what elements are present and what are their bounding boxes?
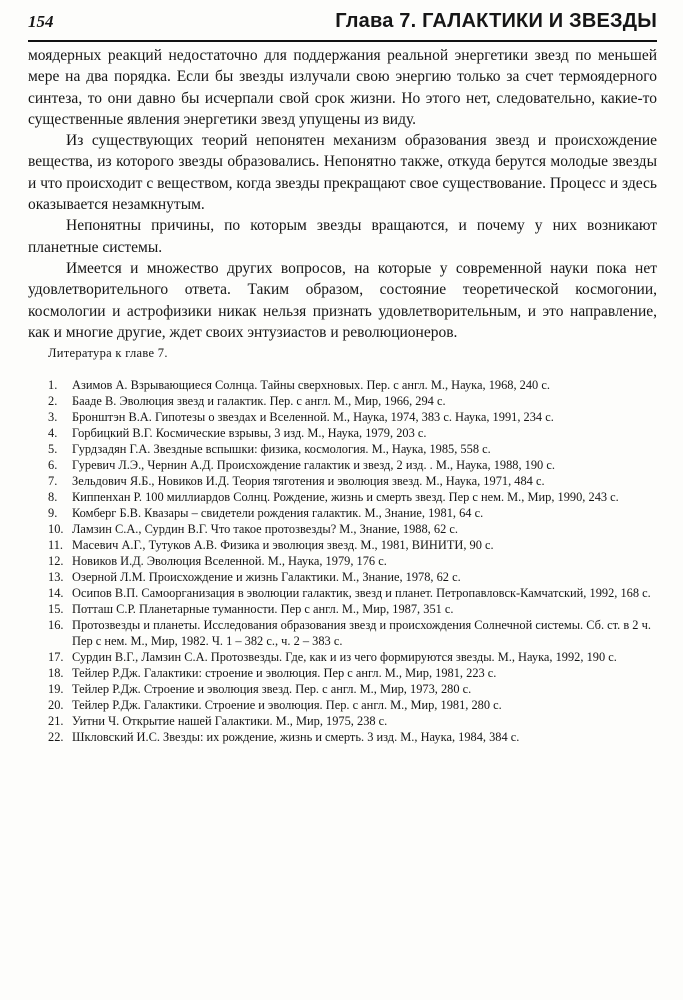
reference-text: Потташ С.Р. Планетарные туманности. Пер с англ. М., Мир, 1987, 351 с. [72,602,454,616]
reference-text: Осипов В.П. Самоорганизация в эволюции галактик, звезд и планет. Петропавловск-Камчатский, 1992, 168 с. [72,586,651,600]
paragraph: Имеется и множество других вопросов, на которые у современной науки пока нет удовлетворительного ответа. Таким образом, состояние теоретической космогонии, космологии и астрофизики никак нельзя признать удовлетворительным, и это направление, как и многие другие, ждет своих энтузиастов и революционеров. [28,259,657,341]
references-title: Литература к главе 7. [48,346,168,360]
reference-item [48,617,657,649]
reference-item [48,713,657,729]
reference-text: Бронштэн В.А. Гипотезы о звездах и Вселенной. М., Наука, 1974, 383 с. Наука, 1991, 234 с. [72,410,554,424]
reference-item [48,377,657,393]
reference-text: Тейлер Р.Дж. Строение и эволюция звезд. Пер. с англ. М., Мир, 1973, 280 с. [72,682,472,696]
reference-number: 2. [48,394,58,408]
reference-item [48,393,657,409]
reference-text: Тейлер Р.Дж. Галактики: строение и эволюция. Пер с англ. М., Мир, 1981, 223 с. [72,666,497,680]
reference-text: Уитни Ч. Открытие нашей Галактики. М., Мир, 1975, 238 с. [72,714,388,728]
reference-item [48,409,657,425]
reference-number: 15. [48,602,64,616]
reference-text: Шкловский И.С. Звезды: их рождение, жизнь и смерть. 3 изд. М., Наука, 1984, 384 с. [72,730,520,744]
reference-text: Зельдович Я.Б., Новиков И.Д. Теория тяготения и эволюция звезд. М., Наука, 1971, 484 с. [72,474,545,488]
page-number: 154 [28,12,54,31]
reference-number: 9. [48,506,58,520]
reference-number: 7. [48,474,58,488]
reference-number: 5. [48,442,58,456]
reference-text: Сурдин В.Г., Ламзин С.А. Протозвезды. Где, как и из чего формируются звезды. М., Наука, 1992, 190 с. [72,650,617,664]
reference-item [48,473,657,489]
reference-item [48,505,657,521]
body-text [28,45,657,343]
reference-number: 3. [48,410,58,424]
reference-text: Комберг Б.В. Квазары – свидетели рождения галактик. М., Знание, 1981, 64 с. [72,506,484,520]
reference-number: 20. [48,698,64,712]
reference-number: 8. [48,490,58,504]
reference-item [48,489,657,505]
reference-text: Азимов А. Взрывающиеся Солнца. Тайны сверхновых. Пер. с англ. М., Наука, 1968, 240 с. [72,378,550,392]
reference-item [48,697,657,713]
reference-text: Масевич А.Г., Тутуков А.В. Физика и эволюция звезд. М., 1981, ВИНИТИ, 90 с. [72,538,494,552]
reference-text: Протозвезды и планеты. Исследования образования звезд и происхождения Солнечной системы. Сб. ст. в 2 ч. Пер с нем. М., Мир, 1982. Ч. 1 – 382 с., ч. 2 – 383 с. [72,618,651,648]
reference-item [48,729,657,745]
reference-number: 19. [48,682,64,696]
reference-item [48,585,657,601]
reference-item [48,521,657,537]
reference-number: 22. [48,730,64,744]
reference-text: Гурдзадян Г.А. Звездные вспышки: физика, космология. М., Наука, 1985, 558 с. [72,442,491,456]
reference-text: Ламзин С.А., Сурдин В.Г. Что такое протозвезды? М., Знание, 1988, 62 с. [72,522,458,536]
reference-item [48,649,657,665]
references-list [48,377,657,745]
paragraph: моядерных реакций недостаточно для поддержания реальной энергетики звезд по меньшей мере на два порядка. Если бы звезды излучали свою энергию только за счет термоядерного синтеза, то они давно бы исчерпали свой срок жизни. Но этого нет, следовательно, какие-то существенные явления энергетики звезд упущены из виду. [28,47,657,128]
reference-text: Горбицкий В.Г. Космические взрывы, 3 изд. М., Наука, 1979, 203 с. [72,426,427,440]
reference-number: 16. [48,618,64,632]
reference-number: 13. [48,570,64,584]
reference-text: Новиков И.Д. Эволюция Вселенной. М., Наука, 1979, 176 с. [72,554,387,568]
reference-text: Озерной Л.М. Происхождение и жизнь Галактики. М., Знание, 1978, 62 с. [72,570,461,584]
reference-text: Тейлер Р.Дж. Галактики. Строение и эволюция. Пер. с англ. М., Мир, 1981, 280 с. [72,698,502,712]
reference-item [48,569,657,585]
reference-item [48,553,657,569]
reference-item [48,601,657,617]
reference-number: 1. [48,378,58,392]
reference-text: Гуревич Л.Э., Чернин А.Д. Происхождение галактик и звезд, 2 изд. . М., Наука, 1988, 190 с. [72,458,555,472]
reference-number: 6. [48,458,58,472]
reference-item [48,537,657,553]
reference-number: 14. [48,586,64,600]
reference-number: 12. [48,554,64,568]
reference-number: 18. [48,666,64,680]
chapter-title: Глава 7. ГАЛАКТИКИ И ЗВЕЗДЫ [335,10,657,32]
reference-text: Бааде В. Эволюция звезд и галактик. Пер. с англ. М., Мир, 1966, 294 с. [72,394,446,408]
reference-number: 10. [48,522,64,536]
reference-item [48,665,657,681]
reference-item [48,441,657,457]
page-header [28,10,657,42]
reference-number: 17. [48,650,64,664]
reference-item [48,457,657,473]
reference-number: 4. [48,426,58,440]
reference-item [48,681,657,697]
paragraph: Непонятны причины, по которым звезды вращаются, и почему у них возникают планетные системы. [28,217,657,256]
reference-number: 21. [48,714,64,728]
reference-number: 11. [48,538,64,552]
reference-text: Киппенхан Р. 100 миллиардов Солнц. Рождение, жизнь и смерть звезд. Пер с нем. М., Мир, 1990, 243 с. [72,490,619,504]
reference-item [48,425,657,441]
paragraph: Из существующих теорий непонятен механизм образования звезд и происхождение вещества, из которого звезды образовались. Непонятно также, откуда берутся молодые звезды и что происходит с веществом, когда звезды прекращают свое существование. Процесс и здесь оказывается незамкнутым. [28,132,657,214]
